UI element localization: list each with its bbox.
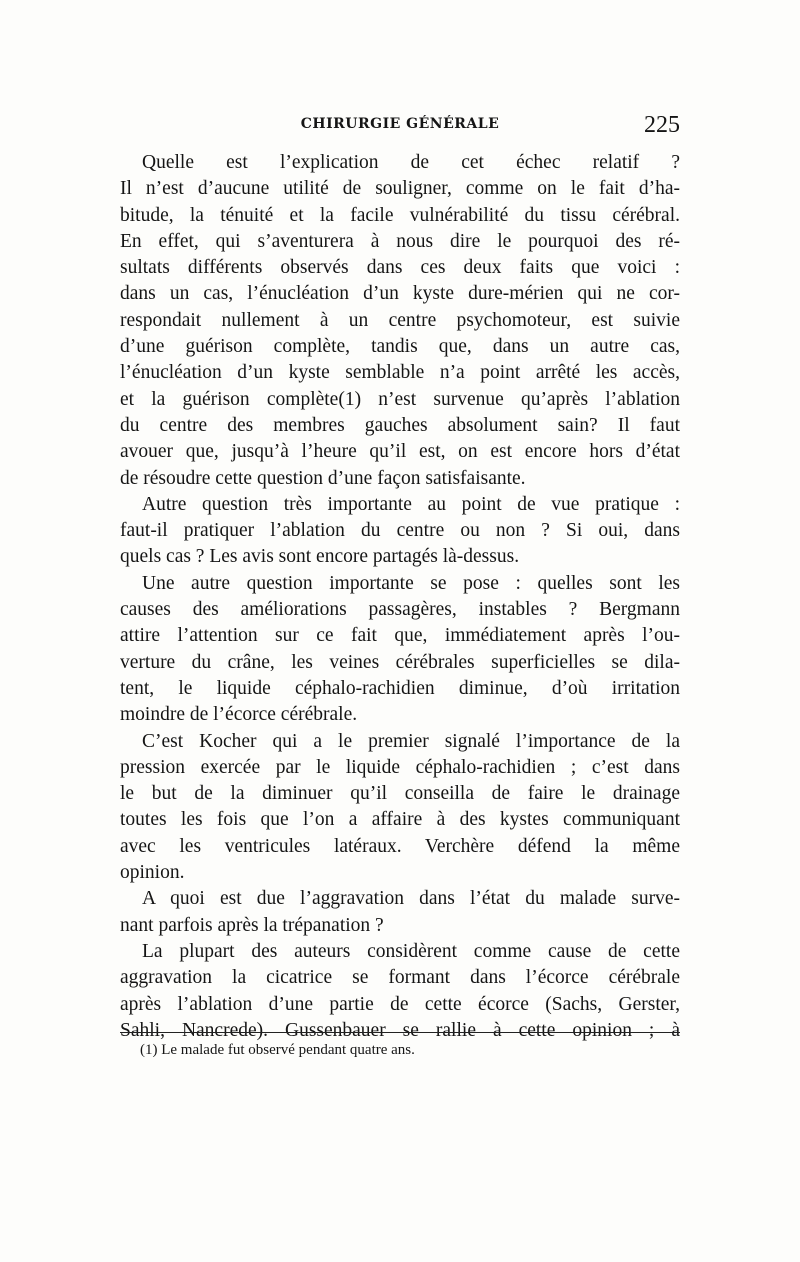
text-line: et la guérison complète(1) n’est survenue qu’après l’ablation: [120, 388, 680, 410]
text-line: d’une guérison complète, tandis que, dans un autre cas,: [120, 336, 680, 358]
text-line: Il n’est d’aucune utilité de souligner, comme on le fait d’ha-: [120, 178, 680, 200]
text-line: nant parfois après la trépanation ?: [120, 914, 384, 936]
text-line: Une autre question importante se pose : quelles sont les: [142, 572, 680, 594]
text-line: Quelle est l’explication de cet échec relatif ?: [142, 152, 680, 173]
text-line: opinion.: [120, 862, 185, 884]
text-line: aggravation la cicatrice se formant dans l’écorce cérébrale: [120, 967, 680, 989]
text-line: Autre question très importante au point de vue pratique :: [142, 493, 680, 515]
page-header: [120, 112, 680, 142]
text-line: pression exercée par le liquide céphalo-rachidien ; c’est dans: [120, 756, 680, 778]
text-line: C’est Kocher qui a le premier signalé l’importance de la: [142, 730, 680, 752]
text-line: après l’ablation d’une partie de cette écorce (Sachs, Gerster,: [120, 993, 680, 1015]
body-text: [120, 150, 680, 1044]
text-line: moindre de l’écorce cérébrale.: [120, 704, 358, 726]
text-line: de résoudre cette question d’une façon satisfaisante.: [120, 467, 526, 489]
text-line: sultats différents observés dans ces deux faits que voici :: [120, 257, 680, 279]
text-line: le but de la diminuer qu’il conseilla de faire le drainage: [120, 783, 680, 805]
text-line: avec les ventricules latéraux. Verchère défend la même: [120, 835, 680, 857]
footnote: (1) Le malade fut observé pendant quatre ans.: [140, 1042, 415, 1058]
text-line: tent, le liquide céphalo-rachidien diminue, d’où irritation: [120, 677, 680, 699]
text-line: respondait nullement à un centre psychomoteur, est suivie: [120, 309, 680, 331]
text-line: Sahli, Nancrede). Gussenbauer se rallie à cette opinion ; à: [120, 1019, 680, 1041]
text-line: dans un cas, l’énucléation d’un kyste dure-mérien qui ne cor-: [120, 283, 680, 305]
text-line: En effet, qui s’aventurera à nous dire le pourquoi des ré-: [120, 230, 680, 252]
text-line: La plupart des auteurs considèrent comme cause de cette: [142, 940, 680, 962]
text-line: verture du crâne, les veines cérébrales superficielles se dila-: [120, 651, 680, 673]
text-line: attire l’attention sur ce fait que, immédiatement après l’ou-: [120, 625, 680, 647]
text-line: du centre des membres gauches absolument sain? Il faut: [120, 414, 680, 436]
text-line: A quoi est due l’aggravation dans l’état du malade surve-: [142, 888, 680, 910]
text-line: quels cas ? Les avis sont encore partagés là-dessus.: [120, 546, 520, 568]
running-title: CHIRURGIE GÉNÉRALE: [300, 116, 500, 132]
text-line: bitude, la ténuité et la facile vulnérabilité du tissu cérébral.: [120, 204, 680, 226]
text-line: l’énucléation d’un kyste semblable n’a point arrêté les accès,: [120, 362, 680, 384]
page-number: 225: [644, 112, 680, 138]
text-line: causes des améliorations passagères, instables ? Bergmann: [120, 599, 680, 621]
text-line: faut-il pratiquer l’ablation du centre ou non ? Si oui, dans: [120, 520, 680, 542]
text-line: toutes les fois que l’on a affaire à des kystes communiquant: [120, 809, 680, 831]
text-line: avouer que, jusqu’à l’heure qu’il est, on est encore hors d’état: [120, 441, 680, 463]
footnote-rule: [120, 1032, 680, 1033]
